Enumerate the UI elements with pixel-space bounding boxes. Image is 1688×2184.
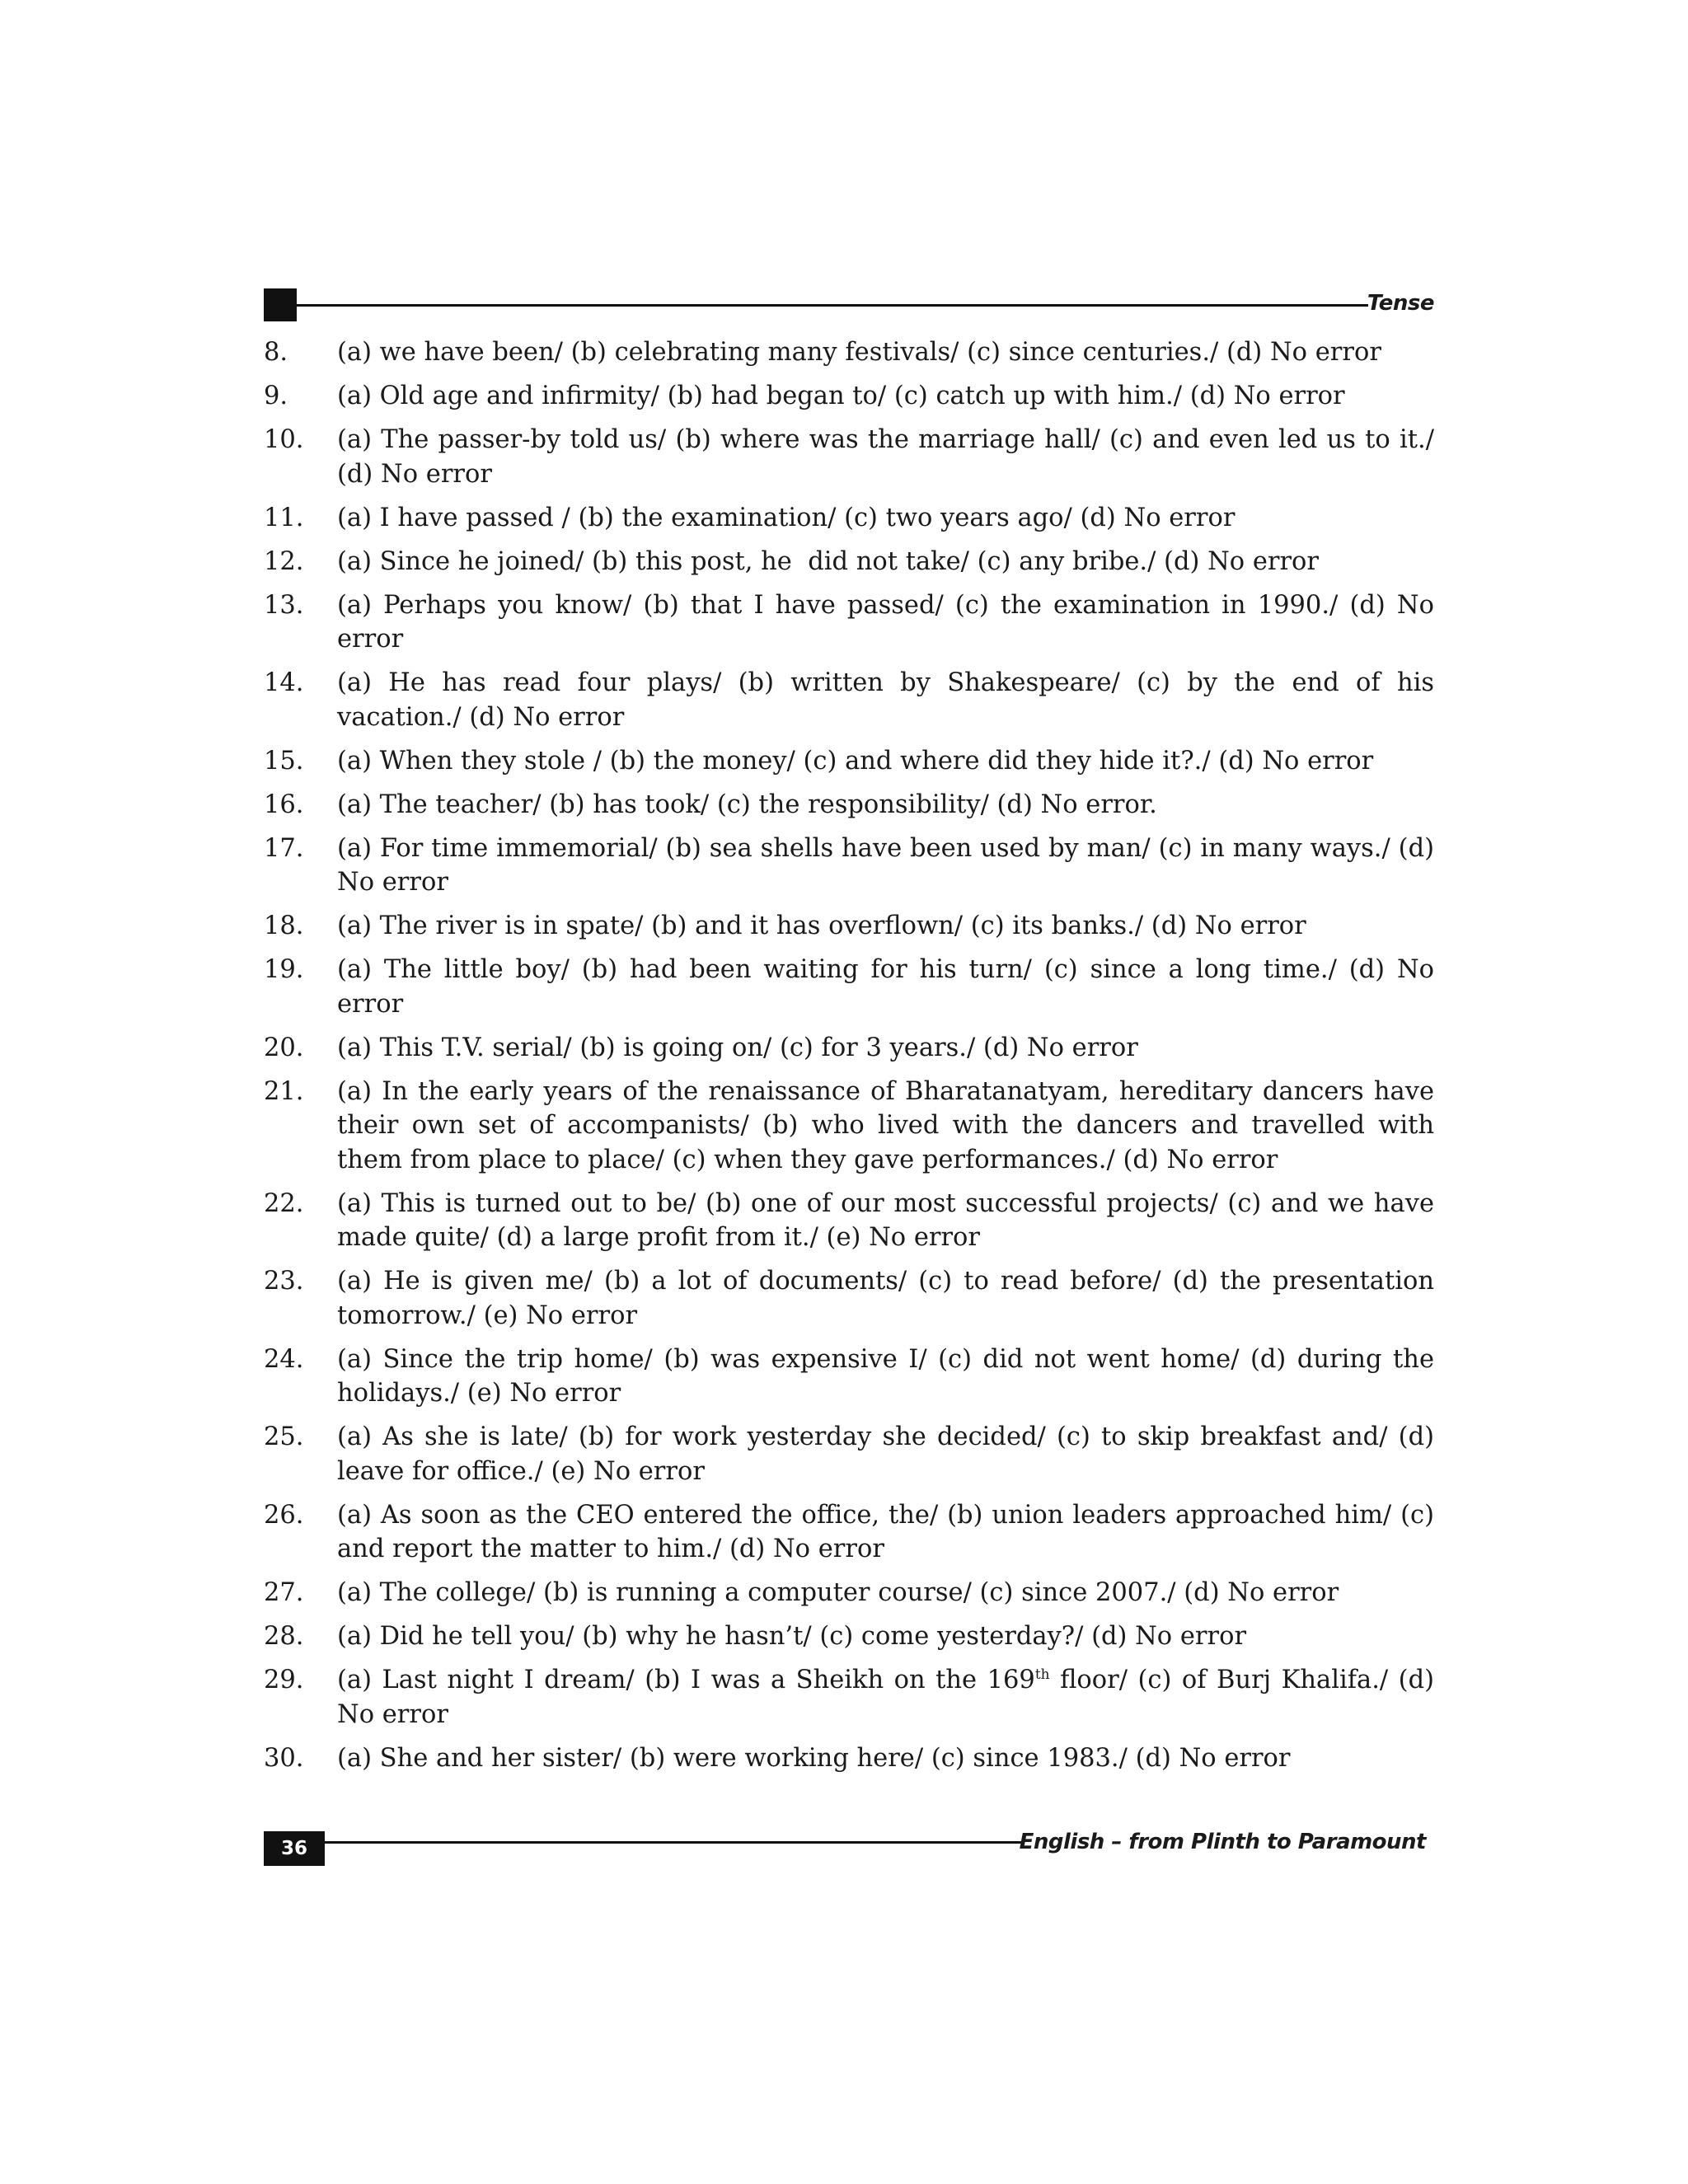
question-number: 17. [264,833,304,863]
question-text: (a) we have been/ (b) celebrating many festivals/ (c) since centuries./ (d) No error [337,338,1381,367]
question-item [264,335,1434,370]
question-text [337,1663,1434,1732]
question-number: 19. [264,955,304,984]
page-number: 36 [264,1831,325,1866]
question-item [264,1619,1434,1654]
question-number: 15. [264,746,304,776]
question-item [264,832,1434,900]
question-number: 13. [264,590,304,620]
question-text: (a) As she is late/ (b) for work yesterday she decided/ (c) to skip breakfast and/ (d) leave for office./ (e) No error [337,1422,1434,1486]
question-text: (a) Did he tell you/ (b) why he hasn’t/ (c) come yesterday?/ (d) No error [337,1622,1247,1651]
question-item [264,909,1434,944]
question-item [264,379,1434,414]
question-item [264,1498,1434,1567]
question-list [264,335,1434,1785]
question-text-part: (a) Last night I dream/ (b) I was a Sheikh on the 169 [337,1666,1035,1694]
question-number: 29. [264,1666,304,1694]
question-text: (a) This T.V. serial/ (b) is going on/ (c) for 3 years./ (d) No error [337,1033,1138,1062]
question-text: (a) The river is in spate/ (b) and it has overflown/ (c) its banks./ (d) No error [337,912,1306,940]
question-number: 10. [264,425,304,454]
question-text: (a) For time immemorial/ (b) sea shells have been used by man/ (c) in many ways./ (d) No error [337,833,1434,897]
question-item [264,1075,1434,1178]
question-text: (a) Old age and infirmity/ (b) had began to/ (c) catch up with him./ (d) No error [337,382,1345,410]
question-number: 23. [264,1267,304,1296]
question-item [264,545,1434,579]
question-item [264,423,1434,491]
header-rule [297,304,1368,307]
question-number: 21. [264,1076,304,1106]
question-number: 12. [264,546,304,576]
page-header [264,288,1434,323]
question-item [264,1187,1434,1255]
question-text: (a) In the early years of the renaissance of Bharatanatyam, hereditary dancers have their own set of accompanists/ (b) who lived with the dancers and travelled with them from place to place/ (c) when they gave performances./ (d) No error [337,1076,1434,1174]
question-item [264,1663,1434,1732]
question-number: 30. [264,1743,304,1773]
question-item [264,788,1434,823]
question-number: 16. [264,790,304,819]
question-text: (a) The teacher/ (b) has took/ (c) the responsibility/ (d) No error. [337,790,1157,819]
question-number: 18. [264,912,304,940]
section-title: Tense [1367,291,1434,316]
question-text-part: floor/ (c) of Burj Khalifa./ (d) No error [337,1666,1434,1729]
question-item [264,1264,1434,1333]
question-item [264,588,1434,657]
question-number: 25. [264,1422,304,1451]
question-text: (a) The college/ (b) is running a computer course/ (c) since 2007./ (d) No error [337,1578,1339,1607]
question-item [264,501,1434,536]
ordinal-superscript: th [1034,1666,1050,1683]
footer-rule [325,1841,1024,1844]
question-text: (a) Perhaps you know/ (b) that I have passed/ (c) the examination in 1990./ (d) No error [337,590,1434,654]
question-number: 26. [264,1500,304,1530]
question-number: 28. [264,1622,304,1651]
question-number: 24. [264,1344,304,1374]
question-text: (a) Since the trip home/ (b) was expensive I/ (c) did not went home/ (d) during the holidays./ (e) No error [337,1344,1434,1408]
question-number: 22. [264,1188,304,1218]
question-number: 27. [264,1578,304,1607]
question-item [264,1741,1434,1776]
question-number: 20. [264,1033,304,1062]
header-marker [264,288,297,321]
page-footer [264,1831,1434,1868]
question-item [264,1031,1434,1066]
question-text: (a) The passer-by told us/ (b) where was the marriage hall/ (c) and even led us to it./ (d) No error [337,425,1434,489]
question-text: (a) I have passed / (b) the examination/ (c) two years ago/ (d) No error [337,503,1236,532]
question-number: 9. [264,382,288,410]
question-text: (a) The little boy/ (b) had been waiting for his turn/ (c) since a long time./ (d) No error [337,955,1434,1019]
book-title: English – from Plinth to Paramount [1019,1830,1426,1854]
question-item [264,1343,1434,1411]
question-text: (a) This is turned out to be/ (b) one of our most successful projects/ (c) and we have made quite/ (d) a large profit from it./ (e) No error [337,1188,1434,1252]
question-text: (a) When they stole / (b) the money/ (c) and where did they hide it?./ (d) No error [337,746,1374,776]
question-number: 11. [264,503,304,532]
question-number: 14. [264,668,304,697]
question-item [264,744,1434,779]
question-item [264,1420,1434,1488]
question-text: (a) He is given me/ (b) a lot of documents/ (c) to read before/ (d) the presentation tomorrow./ (e) No error [337,1267,1434,1330]
question-item [264,1576,1434,1610]
question-item [264,666,1434,734]
question-text: (a) As soon as the CEO entered the office, the/ (b) union leaders approached him/ (c) and report the matter to him./ (d) No error [337,1500,1434,1563]
question-item [264,953,1434,1021]
question-number: 8. [264,338,288,367]
question-text: (a) He has read four plays/ (b) written by Shakespeare/ (c) by the end of his vacation./ (d) No error [337,668,1434,732]
question-text: (a) She and her sister/ (b) were working here/ (c) since 1983./ (d) No error [337,1743,1291,1773]
question-text: (a) Since he joined/ (b) this post, he did not take/ (c) any bribe./ (d) No error [337,546,1319,576]
